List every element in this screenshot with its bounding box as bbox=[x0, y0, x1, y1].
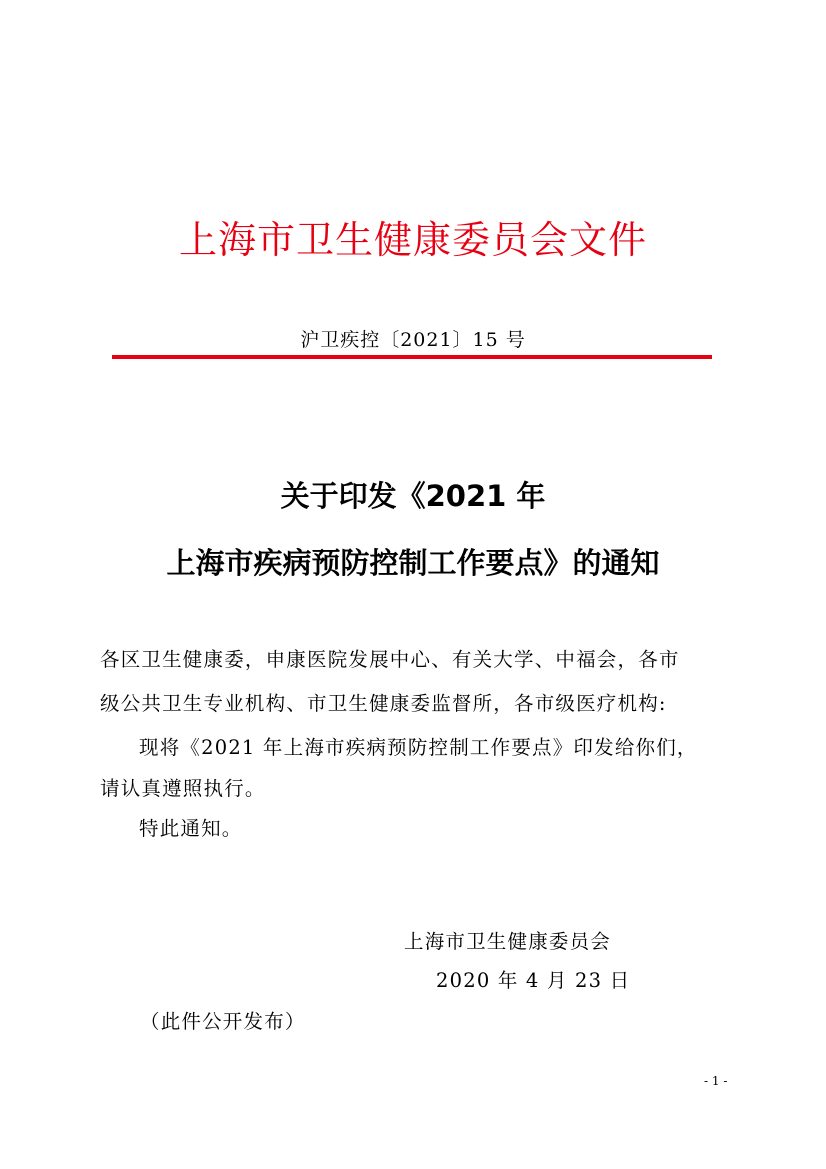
disclosure-note: （此件公开发布） bbox=[140, 1010, 306, 1033]
page-number: - 1 - bbox=[704, 1074, 728, 1088]
issuer-title: 上海市卫生健康委员会文件 bbox=[178, 218, 647, 262]
paragraph-line-1: 现将《2021 年上海市疾病预防控制工作要点》印发给你们， bbox=[139, 736, 698, 759]
addressee-line-2: 级公共卫生专业机构、市卫生健康委监督所，各市级医疗机构: bbox=[100, 692, 667, 715]
subject-title-line-1: 关于印发《2021 年 bbox=[280, 479, 546, 513]
document-number: 沪卫疾控〔2021〕15 号 bbox=[300, 329, 526, 351]
closing-text: 特此通知。 bbox=[139, 817, 243, 840]
signature-date: 2020 年 4 月 23 日 bbox=[436, 969, 631, 992]
paragraph-line-2: 请认真遵照执行。 bbox=[100, 777, 266, 800]
subject-title-line-2: 上海市疾病预防控制工作要点》的通知 bbox=[166, 546, 660, 580]
addressee-line-1: 各区卫生健康委，申康医院发展中心、有关大学、中福会，各市 bbox=[100, 648, 680, 671]
signature-organization: 上海市卫生健康委员会 bbox=[404, 930, 612, 953]
red-header-rule bbox=[112, 355, 712, 359]
